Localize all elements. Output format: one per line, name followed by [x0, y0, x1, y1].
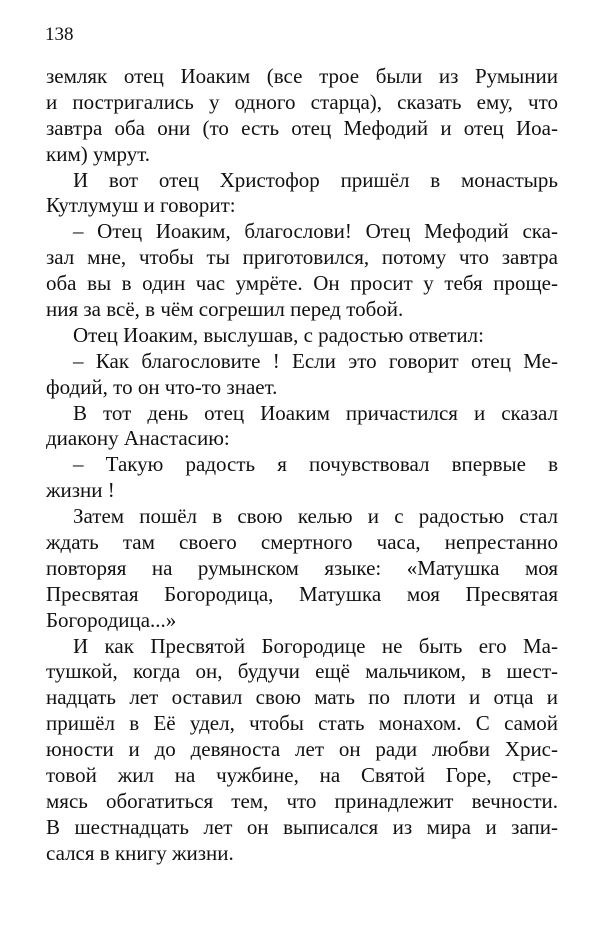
text-line: В тот день отец Иоаким причастился и сказал — [73, 400, 558, 425]
text-line: тушкой, когда он, будучи ещё мальчиком, в шест- — [46, 659, 558, 684]
text-line: завтра оба они (то есть отец Мефодий и отец Иоа- — [46, 115, 558, 140]
text-line: диакону Анастасию: — [46, 426, 230, 451]
text-line: – Такую радость я почувствовал впервые в — [73, 452, 558, 477]
text-line: И вот отец Христофор пришёл в монастырь — [73, 167, 558, 192]
text-line: – Отец Иоаким, благослови! Отец Мефодий ска- — [73, 219, 558, 244]
text-line: ния за всё, в чём согрешил перед тобой. — [46, 297, 404, 322]
text-line: пришёл в Её удел, чтобы стать монахом. С самой — [46, 711, 558, 736]
text-line: Кутлумуш и говорит: — [46, 193, 236, 218]
text-line: Богородица...» — [46, 607, 177, 632]
text-line: сался в книгу жизни. — [46, 840, 234, 865]
page-number: 138 — [45, 24, 74, 45]
text-line: повторяя на румынском языке: «Матушка моя — [46, 555, 558, 580]
text-line: Отец Иоаким, выслушав, с радостью ответил: — [73, 322, 484, 347]
text-line: товой жил на чужбине, на Святой Горе, стре- — [46, 763, 558, 788]
text-line: И как Пресвятой Богородице не быть его Ма- — [73, 633, 558, 658]
text-line: юности и до девяноста лет он ради любви Хрис- — [46, 737, 558, 762]
text-line: ждать там своего смертного часа, непрестанно — [46, 530, 558, 555]
text-line: фодий, то он что-то знает. — [46, 374, 278, 399]
book-page-text — [46, 64, 558, 867]
text-line: Пресвятая Богородица, Матушка моя Пресвятая — [46, 581, 558, 606]
text-line: В шестнадцать лет он выписался из мира и запи- — [46, 814, 558, 839]
text-line: мясь обогатиться тем, что принадлежит вечности. — [46, 788, 558, 813]
text-line: зал мне, чтобы ты приготовился, потому что завтра — [46, 245, 558, 270]
text-line: земляк отец Иоаким (все трое были из Румынии — [46, 64, 558, 88]
text-line: – Как благословите ! Если это говорит отец Ме- — [73, 348, 558, 373]
text-line: ким) умрут. — [46, 141, 151, 166]
text-line: надцать лет оставил свою мать по плоти и отца и — [46, 685, 558, 710]
text-line: и постригались у одного старца), сказать ему, что — [46, 89, 558, 114]
text-line: Затем пошёл в свою келью и с радостью стал — [73, 504, 558, 529]
text-line: жизни ! — [46, 478, 115, 503]
text-line: оба вы в один час умрёте. Он просит у тебя проще- — [46, 271, 558, 296]
